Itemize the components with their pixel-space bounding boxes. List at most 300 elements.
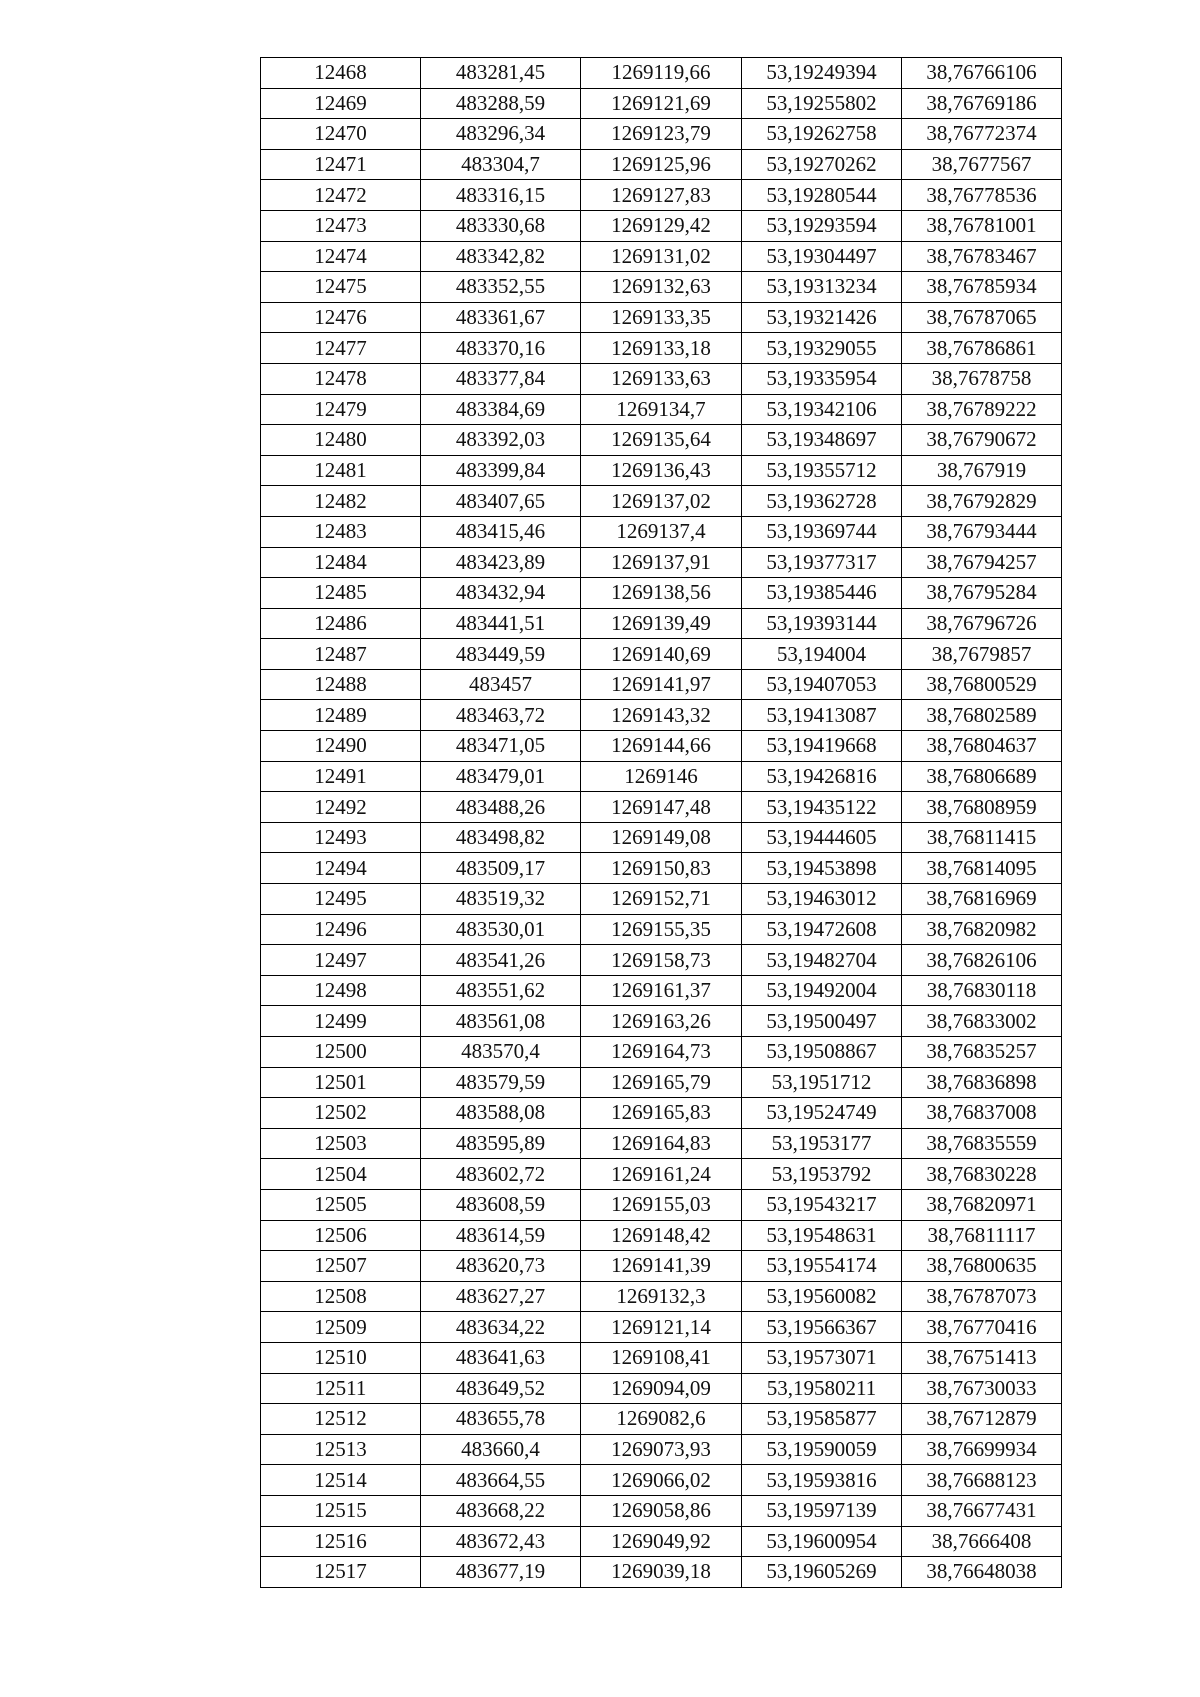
y-coordinate-cell: 1269158,73	[581, 945, 742, 976]
point-number-cell: 12472	[261, 180, 421, 211]
x-coordinate-cell: 483561,08	[421, 1006, 581, 1037]
latitude-cell: 53,19419668	[742, 731, 902, 762]
point-number-cell: 12473	[261, 210, 421, 241]
latitude-cell: 53,19548631	[742, 1220, 902, 1251]
x-coordinate-cell: 483588,08	[421, 1098, 581, 1129]
table-row	[261, 363, 1062, 394]
latitude-cell: 53,19385446	[742, 578, 902, 609]
table-row	[261, 149, 1062, 180]
latitude-cell: 53,19566367	[742, 1312, 902, 1343]
table-row	[261, 58, 1062, 89]
longitude-cell: 38,76830118	[902, 975, 1062, 1006]
latitude-cell: 53,19500497	[742, 1006, 902, 1037]
table-row	[261, 1312, 1062, 1343]
y-coordinate-cell: 1269136,43	[581, 455, 742, 486]
latitude-cell: 53,19508867	[742, 1037, 902, 1068]
latitude-cell: 53,1951712	[742, 1067, 902, 1098]
table-row	[261, 1006, 1062, 1037]
y-coordinate-cell: 1269140,69	[581, 639, 742, 670]
y-coordinate-cell: 1269132,63	[581, 272, 742, 303]
point-number-cell: 12516	[261, 1526, 421, 1557]
latitude-cell: 53,19482704	[742, 945, 902, 976]
point-number-cell: 12497	[261, 945, 421, 976]
table-row	[261, 486, 1062, 517]
table-row	[261, 639, 1062, 670]
longitude-cell: 38,76778536	[902, 180, 1062, 211]
y-coordinate-cell: 1269082,6	[581, 1404, 742, 1435]
x-coordinate-cell: 483342,82	[421, 241, 581, 272]
y-coordinate-cell: 1269133,63	[581, 363, 742, 394]
latitude-cell: 53,19524749	[742, 1098, 902, 1129]
x-coordinate-cell: 483672,43	[421, 1526, 581, 1557]
longitude-cell: 38,76836898	[902, 1067, 1062, 1098]
point-number-cell: 12503	[261, 1128, 421, 1159]
x-coordinate-cell: 483471,05	[421, 731, 581, 762]
longitude-cell: 38,76648038	[902, 1557, 1062, 1588]
latitude-cell: 53,19472608	[742, 914, 902, 945]
x-coordinate-cell: 483479,01	[421, 761, 581, 792]
latitude-cell: 53,19590059	[742, 1434, 902, 1465]
table-row	[261, 761, 1062, 792]
table-row	[261, 1037, 1062, 1068]
latitude-cell: 53,19600954	[742, 1526, 902, 1557]
point-number-cell: 12513	[261, 1434, 421, 1465]
table-row	[261, 914, 1062, 945]
y-coordinate-cell: 1269161,24	[581, 1159, 742, 1190]
point-number-cell: 12505	[261, 1189, 421, 1220]
x-coordinate-cell: 483288,59	[421, 88, 581, 119]
latitude-cell: 53,19426816	[742, 761, 902, 792]
y-coordinate-cell: 1269147,48	[581, 792, 742, 823]
longitude-cell: 38,76830228	[902, 1159, 1062, 1190]
point-number-cell: 12506	[261, 1220, 421, 1251]
x-coordinate-cell: 483407,65	[421, 486, 581, 517]
point-number-cell: 12499	[261, 1006, 421, 1037]
point-number-cell: 12496	[261, 914, 421, 945]
y-coordinate-cell: 1269132,3	[581, 1281, 742, 1312]
table-row	[261, 1526, 1062, 1557]
y-coordinate-cell: 1269150,83	[581, 853, 742, 884]
longitude-cell: 38,76796726	[902, 608, 1062, 639]
x-coordinate-cell: 483377,84	[421, 363, 581, 394]
point-number-cell: 12478	[261, 363, 421, 394]
table-row	[261, 241, 1062, 272]
table-row	[261, 333, 1062, 364]
longitude-cell: 38,76699934	[902, 1434, 1062, 1465]
x-coordinate-cell: 483649,52	[421, 1373, 581, 1404]
longitude-cell: 38,76811415	[902, 822, 1062, 853]
table-row	[261, 853, 1062, 884]
point-number-cell: 12486	[261, 608, 421, 639]
longitude-cell: 38,76677431	[902, 1495, 1062, 1526]
table-row	[261, 700, 1062, 731]
x-coordinate-cell: 483361,67	[421, 302, 581, 333]
x-coordinate-cell: 483498,82	[421, 822, 581, 853]
point-number-cell: 12479	[261, 394, 421, 425]
longitude-cell: 38,76795284	[902, 578, 1062, 609]
y-coordinate-cell: 1269066,02	[581, 1465, 742, 1496]
x-coordinate-cell: 483384,69	[421, 394, 581, 425]
y-coordinate-cell: 1269125,96	[581, 149, 742, 180]
y-coordinate-cell: 1269163,26	[581, 1006, 742, 1037]
latitude-cell: 53,1953177	[742, 1128, 902, 1159]
table-row	[261, 180, 1062, 211]
table-row	[261, 516, 1062, 547]
x-coordinate-cell: 483330,68	[421, 210, 581, 241]
y-coordinate-cell: 1269155,03	[581, 1189, 742, 1220]
table-row	[261, 1159, 1062, 1190]
point-number-cell: 12482	[261, 486, 421, 517]
y-coordinate-cell: 1269155,35	[581, 914, 742, 945]
longitude-cell: 38,7666408	[902, 1526, 1062, 1557]
table-row	[261, 578, 1062, 609]
latitude-cell: 53,19393144	[742, 608, 902, 639]
y-coordinate-cell: 1269164,83	[581, 1128, 742, 1159]
point-number-cell: 12477	[261, 333, 421, 364]
x-coordinate-cell: 483541,26	[421, 945, 581, 976]
longitude-cell: 38,76783467	[902, 241, 1062, 272]
longitude-cell: 38,76766106	[902, 58, 1062, 89]
point-number-cell: 12468	[261, 58, 421, 89]
table-row	[261, 1281, 1062, 1312]
x-coordinate-cell: 483509,17	[421, 853, 581, 884]
x-coordinate-cell: 483608,59	[421, 1189, 581, 1220]
table-row	[261, 302, 1062, 333]
y-coordinate-cell: 1269161,37	[581, 975, 742, 1006]
point-number-cell: 12490	[261, 731, 421, 762]
point-number-cell: 12485	[261, 578, 421, 609]
table-row	[261, 455, 1062, 486]
y-coordinate-cell: 1269143,32	[581, 700, 742, 731]
point-number-cell: 12488	[261, 669, 421, 700]
latitude-cell: 53,19280544	[742, 180, 902, 211]
longitude-cell: 38,76835257	[902, 1037, 1062, 1068]
table-row	[261, 1373, 1062, 1404]
x-coordinate-cell: 483634,22	[421, 1312, 581, 1343]
y-coordinate-cell: 1269127,83	[581, 180, 742, 211]
x-coordinate-cell: 483441,51	[421, 608, 581, 639]
latitude-cell: 53,19355712	[742, 455, 902, 486]
point-number-cell: 12494	[261, 853, 421, 884]
longitude-cell: 38,76814095	[902, 853, 1062, 884]
longitude-cell: 38,76772374	[902, 119, 1062, 150]
y-coordinate-cell: 1269094,09	[581, 1373, 742, 1404]
longitude-cell: 38,76820982	[902, 914, 1062, 945]
y-coordinate-cell: 1269138,56	[581, 578, 742, 609]
point-number-cell: 12470	[261, 119, 421, 150]
y-coordinate-cell: 1269165,83	[581, 1098, 742, 1129]
x-coordinate-cell: 483281,45	[421, 58, 581, 89]
table-row	[261, 119, 1062, 150]
coordinates-table	[260, 57, 1062, 1588]
latitude-cell: 53,19329055	[742, 333, 902, 364]
y-coordinate-cell: 1269146	[581, 761, 742, 792]
y-coordinate-cell: 1269121,14	[581, 1312, 742, 1343]
y-coordinate-cell: 1269129,42	[581, 210, 742, 241]
point-number-cell: 12504	[261, 1159, 421, 1190]
table-row	[261, 792, 1062, 823]
table-row	[261, 210, 1062, 241]
x-coordinate-cell: 483668,22	[421, 1495, 581, 1526]
point-number-cell: 12514	[261, 1465, 421, 1496]
latitude-cell: 53,19369744	[742, 516, 902, 547]
point-number-cell: 12515	[261, 1495, 421, 1526]
table-row	[261, 669, 1062, 700]
x-coordinate-cell: 483488,26	[421, 792, 581, 823]
longitude-cell: 38,76688123	[902, 1465, 1062, 1496]
y-coordinate-cell: 1269148,42	[581, 1220, 742, 1251]
latitude-cell: 53,19407053	[742, 669, 902, 700]
y-coordinate-cell: 1269133,18	[581, 333, 742, 364]
longitude-cell: 38,76804637	[902, 731, 1062, 762]
table-row	[261, 945, 1062, 976]
latitude-cell: 53,19377317	[742, 547, 902, 578]
x-coordinate-cell: 483423,89	[421, 547, 581, 578]
point-number-cell: 12480	[261, 425, 421, 456]
point-number-cell: 12498	[261, 975, 421, 1006]
point-number-cell: 12492	[261, 792, 421, 823]
longitude-cell: 38,767919	[902, 455, 1062, 486]
longitude-cell: 38,76785934	[902, 272, 1062, 303]
point-number-cell: 12509	[261, 1312, 421, 1343]
point-number-cell: 12517	[261, 1557, 421, 1588]
latitude-cell: 53,19444605	[742, 822, 902, 853]
x-coordinate-cell: 483570,4	[421, 1037, 581, 1068]
x-coordinate-cell: 483370,16	[421, 333, 581, 364]
point-number-cell: 12476	[261, 302, 421, 333]
table-row	[261, 1220, 1062, 1251]
latitude-cell: 53,19463012	[742, 884, 902, 915]
latitude-cell: 53,19342106	[742, 394, 902, 425]
table-row	[261, 1465, 1062, 1496]
longitude-cell: 38,76811117	[902, 1220, 1062, 1251]
table-row	[261, 425, 1062, 456]
longitude-cell: 38,76787065	[902, 302, 1062, 333]
x-coordinate-cell: 483551,62	[421, 975, 581, 1006]
longitude-cell: 38,76808959	[902, 792, 1062, 823]
x-coordinate-cell: 483677,19	[421, 1557, 581, 1588]
longitude-cell: 38,76789222	[902, 394, 1062, 425]
latitude-cell: 53,19580211	[742, 1373, 902, 1404]
table-row	[261, 547, 1062, 578]
table-row	[261, 272, 1062, 303]
y-coordinate-cell: 1269133,35	[581, 302, 742, 333]
latitude-cell: 53,19335954	[742, 363, 902, 394]
latitude-cell: 53,19293594	[742, 210, 902, 241]
y-coordinate-cell: 1269134,7	[581, 394, 742, 425]
longitude-cell: 38,7679857	[902, 639, 1062, 670]
point-number-cell: 12489	[261, 700, 421, 731]
point-number-cell: 12511	[261, 1373, 421, 1404]
latitude-cell: 53,19560082	[742, 1281, 902, 1312]
latitude-cell: 53,19362728	[742, 486, 902, 517]
point-number-cell: 12484	[261, 547, 421, 578]
x-coordinate-cell: 483627,27	[421, 1281, 581, 1312]
longitude-cell: 38,76820971	[902, 1189, 1062, 1220]
x-coordinate-cell: 483304,7	[421, 149, 581, 180]
x-coordinate-cell: 483655,78	[421, 1404, 581, 1435]
longitude-cell: 38,76770416	[902, 1312, 1062, 1343]
point-number-cell: 12471	[261, 149, 421, 180]
coordinates-table-body	[261, 58, 1062, 1588]
table-row	[261, 1557, 1062, 1588]
y-coordinate-cell: 1269137,91	[581, 547, 742, 578]
point-number-cell: 12474	[261, 241, 421, 272]
longitude-cell: 38,7678758	[902, 363, 1062, 394]
y-coordinate-cell: 1269135,64	[581, 425, 742, 456]
point-number-cell: 12487	[261, 639, 421, 670]
latitude-cell: 53,19492004	[742, 975, 902, 1006]
longitude-cell: 38,76833002	[902, 1006, 1062, 1037]
y-coordinate-cell: 1269049,92	[581, 1526, 742, 1557]
point-number-cell: 12512	[261, 1404, 421, 1435]
longitude-cell: 38,76781001	[902, 210, 1062, 241]
table-row	[261, 1404, 1062, 1435]
latitude-cell: 53,19262758	[742, 119, 902, 150]
y-coordinate-cell: 1269139,49	[581, 608, 742, 639]
x-coordinate-cell: 483530,01	[421, 914, 581, 945]
table-row	[261, 394, 1062, 425]
x-coordinate-cell: 483415,46	[421, 516, 581, 547]
x-coordinate-cell: 483316,15	[421, 180, 581, 211]
table-row	[261, 1495, 1062, 1526]
x-coordinate-cell: 483432,94	[421, 578, 581, 609]
point-number-cell: 12491	[261, 761, 421, 792]
latitude-cell: 53,19413087	[742, 700, 902, 731]
point-number-cell: 12493	[261, 822, 421, 853]
y-coordinate-cell: 1269144,66	[581, 731, 742, 762]
point-number-cell: 12500	[261, 1037, 421, 1068]
latitude-cell: 53,19304497	[742, 241, 902, 272]
table-row	[261, 975, 1062, 1006]
longitude-cell: 38,76786861	[902, 333, 1062, 364]
x-coordinate-cell: 483602,72	[421, 1159, 581, 1190]
longitude-cell: 38,76793444	[902, 516, 1062, 547]
latitude-cell: 53,19255802	[742, 88, 902, 119]
table-row	[261, 1128, 1062, 1159]
table-row	[261, 1342, 1062, 1373]
y-coordinate-cell: 1269121,69	[581, 88, 742, 119]
longitude-cell: 38,76769186	[902, 88, 1062, 119]
latitude-cell: 53,19573071	[742, 1342, 902, 1373]
longitude-cell: 38,76826106	[902, 945, 1062, 976]
y-coordinate-cell: 1269123,79	[581, 119, 742, 150]
x-coordinate-cell: 483463,72	[421, 700, 581, 731]
point-number-cell: 12475	[261, 272, 421, 303]
longitude-cell: 38,76790672	[902, 425, 1062, 456]
latitude-cell: 53,19585877	[742, 1404, 902, 1435]
x-coordinate-cell: 483296,34	[421, 119, 581, 150]
table-row	[261, 1251, 1062, 1282]
y-coordinate-cell: 1269141,39	[581, 1251, 742, 1282]
x-coordinate-cell: 483595,89	[421, 1128, 581, 1159]
latitude-cell: 53,19543217	[742, 1189, 902, 1220]
table-row	[261, 1434, 1062, 1465]
latitude-cell: 53,19249394	[742, 58, 902, 89]
longitude-cell: 38,76792829	[902, 486, 1062, 517]
y-coordinate-cell: 1269131,02	[581, 241, 742, 272]
point-number-cell: 12502	[261, 1098, 421, 1129]
table-row	[261, 1067, 1062, 1098]
y-coordinate-cell: 1269164,73	[581, 1037, 742, 1068]
y-coordinate-cell: 1269137,4	[581, 516, 742, 547]
y-coordinate-cell: 1269058,86	[581, 1495, 742, 1526]
point-number-cell: 12501	[261, 1067, 421, 1098]
point-number-cell: 12483	[261, 516, 421, 547]
x-coordinate-cell: 483352,55	[421, 272, 581, 303]
latitude-cell: 53,19453898	[742, 853, 902, 884]
y-coordinate-cell: 1269039,18	[581, 1557, 742, 1588]
x-coordinate-cell: 483449,59	[421, 639, 581, 670]
point-number-cell: 12481	[261, 455, 421, 486]
longitude-cell: 38,76835559	[902, 1128, 1062, 1159]
y-coordinate-cell: 1269152,71	[581, 884, 742, 915]
longitude-cell: 38,76806689	[902, 761, 1062, 792]
point-number-cell: 12507	[261, 1251, 421, 1282]
y-coordinate-cell: 1269108,41	[581, 1342, 742, 1373]
longitude-cell: 38,76730033	[902, 1373, 1062, 1404]
x-coordinate-cell: 483579,59	[421, 1067, 581, 1098]
table-row	[261, 88, 1062, 119]
latitude-cell: 53,1953792	[742, 1159, 902, 1190]
latitude-cell: 53,19348697	[742, 425, 902, 456]
longitude-cell: 38,76800529	[902, 669, 1062, 700]
point-number-cell: 12495	[261, 884, 421, 915]
x-coordinate-cell: 483457	[421, 669, 581, 700]
x-coordinate-cell: 483620,73	[421, 1251, 581, 1282]
x-coordinate-cell: 483519,32	[421, 884, 581, 915]
point-number-cell: 12508	[261, 1281, 421, 1312]
x-coordinate-cell: 483614,59	[421, 1220, 581, 1251]
x-coordinate-cell: 483660,4	[421, 1434, 581, 1465]
longitude-cell: 38,76802589	[902, 700, 1062, 731]
y-coordinate-cell: 1269149,08	[581, 822, 742, 853]
point-number-cell: 12469	[261, 88, 421, 119]
table-row	[261, 731, 1062, 762]
y-coordinate-cell: 1269073,93	[581, 1434, 742, 1465]
x-coordinate-cell: 483641,63	[421, 1342, 581, 1373]
longitude-cell: 38,76712879	[902, 1404, 1062, 1435]
latitude-cell: 53,19270262	[742, 149, 902, 180]
longitude-cell: 38,76751413	[902, 1342, 1062, 1373]
latitude-cell: 53,19605269	[742, 1557, 902, 1588]
longitude-cell: 38,76800635	[902, 1251, 1062, 1282]
longitude-cell: 38,76816969	[902, 884, 1062, 915]
table-row	[261, 608, 1062, 639]
x-coordinate-cell: 483664,55	[421, 1465, 581, 1496]
y-coordinate-cell: 1269119,66	[581, 58, 742, 89]
table-row	[261, 1098, 1062, 1129]
latitude-cell: 53,194004	[742, 639, 902, 670]
point-number-cell: 12510	[261, 1342, 421, 1373]
y-coordinate-cell: 1269141,97	[581, 669, 742, 700]
table-row	[261, 1189, 1062, 1220]
latitude-cell: 53,19597139	[742, 1495, 902, 1526]
x-coordinate-cell: 483399,84	[421, 455, 581, 486]
longitude-cell: 38,76794257	[902, 547, 1062, 578]
x-coordinate-cell: 483392,03	[421, 425, 581, 456]
latitude-cell: 53,19593816	[742, 1465, 902, 1496]
table-row	[261, 822, 1062, 853]
latitude-cell: 53,19554174	[742, 1251, 902, 1282]
latitude-cell: 53,19313234	[742, 272, 902, 303]
longitude-cell: 38,7677567	[902, 149, 1062, 180]
latitude-cell: 53,19435122	[742, 792, 902, 823]
latitude-cell: 53,19321426	[742, 302, 902, 333]
y-coordinate-cell: 1269165,79	[581, 1067, 742, 1098]
y-coordinate-cell: 1269137,02	[581, 486, 742, 517]
longitude-cell: 38,76787073	[902, 1281, 1062, 1312]
